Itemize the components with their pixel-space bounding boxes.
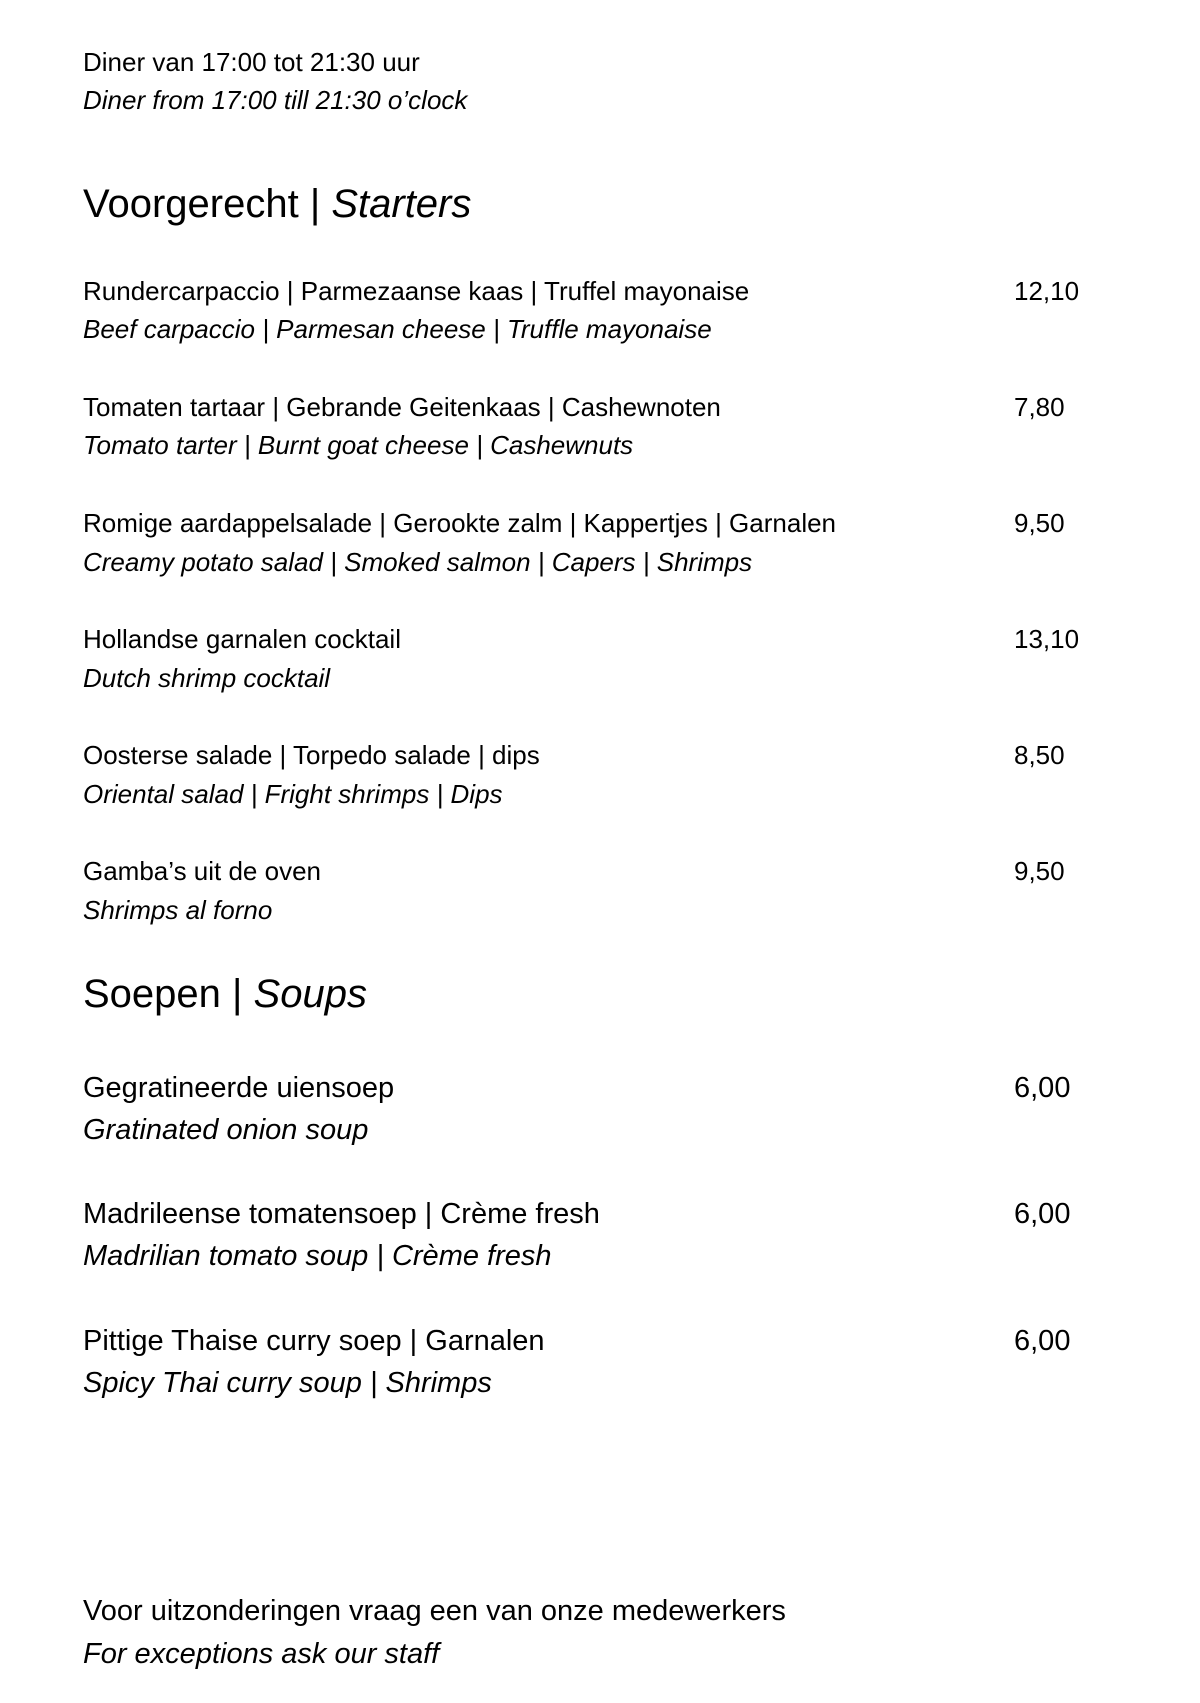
footer-note-english: For exceptions ask our staff bbox=[83, 1638, 440, 1670]
starter-name-english: Creamy potato salad | Smoked salmon | Capers | Shrimps bbox=[83, 547, 753, 577]
starter-price: 8,50 bbox=[1014, 740, 1065, 770]
starter-name-dutch: Rundercarpaccio | Parmezaanse kaas | Truffel mayonaise bbox=[83, 276, 750, 306]
starter-name-english: Beef carpaccio | Parmesan cheese | Truffle mayonaise bbox=[83, 314, 712, 344]
starters-heading-english: Starters bbox=[331, 182, 472, 226]
starter-name-english: Dutch shrimp cocktail bbox=[83, 663, 331, 693]
soup-name-dutch: Madrileense tomatensoep | Crème fresh bbox=[83, 1198, 600, 1230]
starter-price: 12,10 bbox=[1014, 276, 1080, 306]
hours-dutch: Diner van 17:00 tot 21:30 uur bbox=[83, 47, 420, 77]
soup-name-dutch: Pittige Thaise curry soep | Garnalen bbox=[83, 1325, 545, 1357]
soup-name-english: Madrilian tomato soup | Crème fresh bbox=[83, 1240, 552, 1272]
soup-name-english: Gratinated onion soup bbox=[83, 1114, 369, 1146]
soup-name-dutch: Gegratineerde uiensoep bbox=[83, 1072, 395, 1104]
starters-heading bbox=[83, 180, 471, 228]
starter-name-dutch: Oosterse salade | Torpedo salade | dips bbox=[83, 740, 540, 770]
soup-price: 6,00 bbox=[1014, 1325, 1071, 1357]
starter-name-english: Oriental salad | Fright shrimps | Dips bbox=[83, 779, 503, 809]
hours-english: Diner from 17:00 till 21:30 o’clock bbox=[83, 85, 468, 115]
soup-price: 6,00 bbox=[1014, 1072, 1071, 1104]
soups-heading bbox=[83, 970, 367, 1018]
soup-name-english: Spicy Thai curry soup | Shrimps bbox=[83, 1367, 492, 1399]
starter-name-english: Tomato tarter | Burnt goat cheese | Cashewnuts bbox=[83, 430, 634, 460]
starter-price: 7,80 bbox=[1014, 392, 1065, 422]
starter-name-dutch: Tomaten tartaar | Gebrande Geitenkaas | Cashewnoten bbox=[83, 392, 721, 422]
starter-name-dutch: Gamba’s uit de oven bbox=[83, 856, 321, 886]
starter-price: 9,50 bbox=[1014, 856, 1065, 886]
starter-name-dutch: Hollandse garnalen cocktail bbox=[83, 624, 401, 654]
starter-name-dutch: Romige aardappelsalade | Gerookte zalm | Kappertjes | Garnalen bbox=[83, 508, 837, 538]
starter-price: 13,10 bbox=[1014, 624, 1080, 654]
starters-heading-dutch: Voorgerecht | bbox=[83, 182, 332, 226]
starter-name-english: Shrimps al forno bbox=[83, 895, 273, 925]
soups-heading-english: Soups bbox=[253, 972, 367, 1016]
starter-price: 9,50 bbox=[1014, 508, 1065, 538]
footer-note-dutch: Voor uitzonderingen vraag een van onze medewerkers bbox=[83, 1595, 786, 1627]
soups-heading-dutch: Soepen | bbox=[83, 972, 254, 1016]
soup-price: 6,00 bbox=[1014, 1198, 1071, 1230]
